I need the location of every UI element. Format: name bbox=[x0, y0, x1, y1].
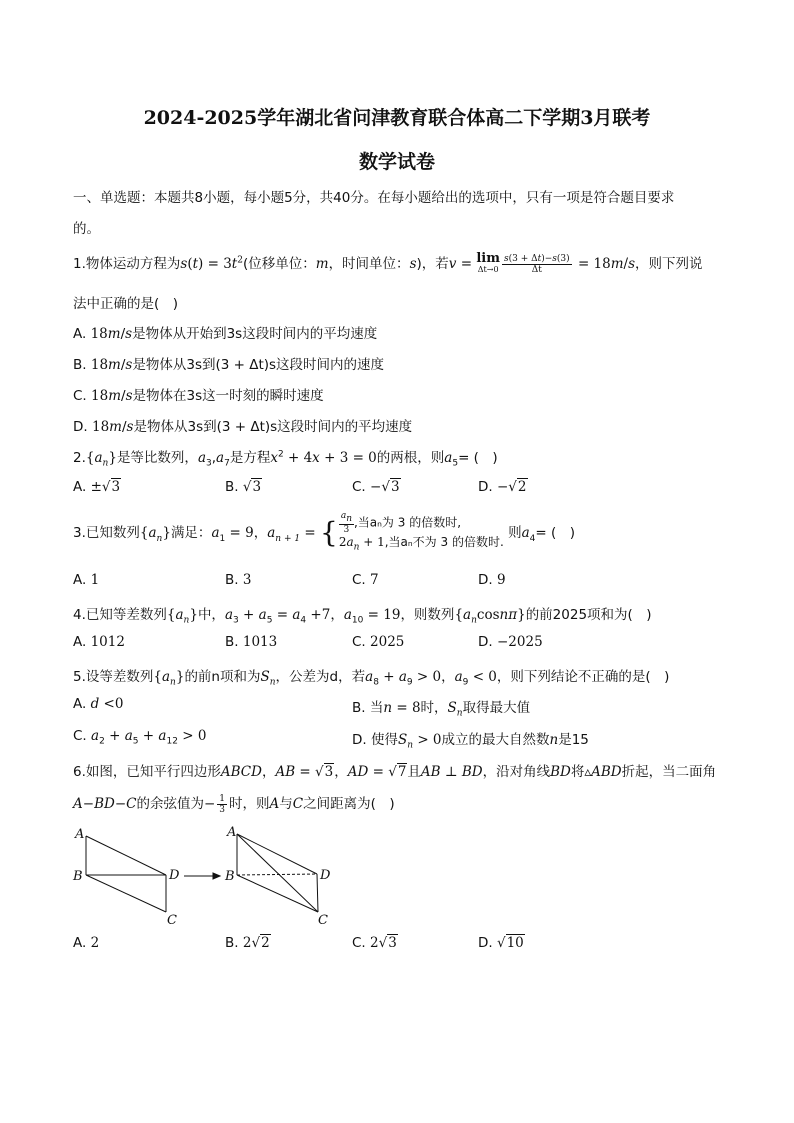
q1-option-a: A. 18m/s是物体从开始到3s这段时间内的平均速度 bbox=[73, 326, 378, 342]
exam-title: 2024-2025学年湖北省问津教育联合体高二下学期3月联考 bbox=[143, 107, 651, 129]
q5-option-c: C. $a_2 + a_5 + a_{12} > 0$ bbox=[73, 728, 207, 747]
question-5-stem: 5.设等差数列$\{a_n\}$的前n项和为$S_n$，公差为d，若$a_8 + a_9 > 0$，$a_9 < 0$，则下列结论不正确的是( ) bbox=[73, 669, 670, 688]
label-D-flat: D bbox=[169, 868, 180, 883]
q2-option-a: A. ±√3 bbox=[73, 479, 121, 495]
question-6-stem: 6.如图，已知平行四边形ABCD，AB = √3，AD = √7且AB ⊥ BD，沿对角线BD将▵ABD折起，当二面角 bbox=[73, 764, 717, 780]
q6-option-d: D. √10 bbox=[478, 935, 524, 951]
figure-folded-tetrahedron bbox=[237, 834, 318, 912]
q5-option-a: A. d <0 bbox=[73, 696, 124, 712]
question-3-stem: 3.已知数列$\{a_n\}$满足：$a_1 = 9$，$a_{n + 1}$ = { $\frac{a_n}{3}$ ,当aₙ为 3 的倍数时, $2a_n + 1$,当aₙ不为 3 的倍数时. 则$a_4=$ ( ) bbox=[73, 511, 575, 553]
q5-option-b: B. 当n = 8时，$S_n$取得最大值 bbox=[352, 700, 531, 719]
q4-option-d: D. −2025 bbox=[478, 634, 543, 650]
section-instruction: 一、单选题：本题共8小题，每小题5分，共40分。在每小题给出的选项中，只有一项是符合题目要求 bbox=[73, 190, 675, 206]
q1-option-d: D. 18m/s是物体从3s到(3 + Δt)s这段时间内的平均速度 bbox=[73, 419, 413, 435]
q2-option-b: B. √3 bbox=[225, 479, 262, 495]
question-1-stem: 1.物体运动方程为$s(t) = 3t^2$(位移单位：m，时间单位：s)，若v = lim Δt→0 $\frac{s(3 + \Delta t)-s(3)}{\Delta t}$ = 18m/s，则下列说 bbox=[73, 251, 703, 275]
q4-option-b: B. 1013 bbox=[225, 634, 278, 650]
question-2-stem: $2.\{a_n\}$是等比数列，$a_3,a_7$是方程$x^2 + 4x + 3 = 0$的两根，则$a_5=$ ( ) bbox=[73, 449, 498, 469]
q3-option-d: D. 9 bbox=[478, 572, 506, 588]
label-A-folded: A bbox=[227, 825, 237, 840]
q3-option-c: C. 7 bbox=[352, 572, 379, 588]
q2-option-d: D. −√2 bbox=[478, 479, 527, 495]
exam-subtitle: 数学试卷 bbox=[358, 151, 435, 173]
question-1-stem-cont: 法中正确的是( ) bbox=[73, 296, 179, 312]
label-B-flat: B bbox=[73, 869, 83, 884]
label-A-flat: A bbox=[75, 827, 85, 842]
q6-option-c: C. 2√3 bbox=[352, 935, 397, 951]
q6-option-b: B. 2√2 bbox=[225, 935, 270, 951]
q3-option-a: A. 1 bbox=[73, 572, 100, 588]
folding-parallelogram-figure bbox=[70, 824, 370, 928]
question-4-stem: 4.已知等差数列$\{a_n\}$中，$a_3 + a_5 = a_4 +7$，$a_{10} = 19$，则数列$\{a_n\cos n\pi\}$的前2025项和为( ) bbox=[73, 607, 652, 626]
q4-option-a: A. 1012 bbox=[73, 634, 125, 650]
fold-arrow bbox=[184, 873, 220, 879]
question-6-stem-cont: A−BD−C的余弦值为− $\frac{1}{3}$ 时，则A与C之间距离为( ) bbox=[73, 793, 395, 815]
q6-option-a: A. 2 bbox=[73, 935, 100, 951]
section-instruction-cont: 的。 bbox=[73, 221, 100, 237]
q3-option-b: B. 3 bbox=[225, 572, 252, 588]
label-B-folded: B bbox=[225, 869, 235, 884]
q2-option-c: C. −√3 bbox=[352, 479, 400, 495]
q5-option-d: D. 使得$S_n > 0$成立的最大自然数n是15 bbox=[352, 732, 589, 751]
q4-option-c: C. 2025 bbox=[352, 634, 405, 650]
q1-option-c: C. 18m/s是物体在3s这一时刻的瞬时速度 bbox=[73, 388, 324, 404]
q1-option-b: B. 18m/s是物体从3s到(3 + Δt)s这段时间内的速度 bbox=[73, 357, 385, 373]
label-C-folded: C bbox=[318, 913, 328, 928]
label-C-flat: C bbox=[167, 913, 177, 928]
label-D-folded: D bbox=[320, 868, 331, 883]
figure-flat-parallelogram bbox=[86, 836, 166, 912]
